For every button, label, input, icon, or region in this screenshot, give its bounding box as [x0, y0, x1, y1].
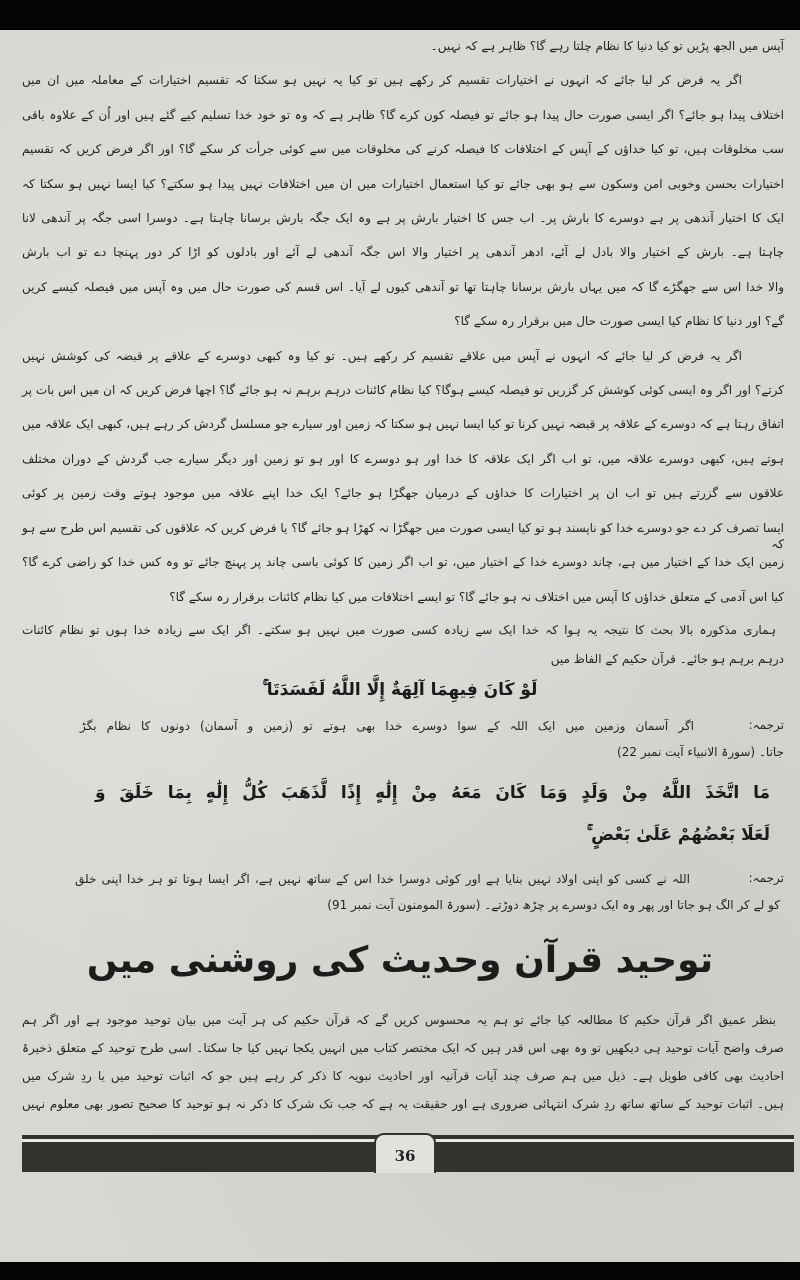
translation-line: کو لے کر الگ ہو جاتا اور پھر وہ ایک دوسرے پر چڑھ دوڑتے۔ (سورۃ المومنون آیت نمبر 91) — [327, 898, 780, 912]
text-line: اگر یہ فرض کر لیا جائے کہ انہوں نے اختیارات تقسیم کر رکھے ہیں تو کیا یہ نہیں ہو سکتا کہ تقسیم اختیارات کے معاملہ میں ان میں — [22, 73, 742, 87]
text-line: ہماری مذکورہ بالا بحث کا نتیجہ یہ ہوا کہ خدا ایک سے زیادہ کسی صورت میں نہیں ہو سکتے۔ اگر ایک سے زیادہ خدا ہوں تو نظام کائنات — [22, 623, 776, 637]
text-line: کیا اس آدمی کے متعلق خداؤں کا آپس میں اختلاف نہ ہو جائے گا؟ تو ایسے اختلافات میں کیا نظام کائنات برقرار رہ سکے گا؟ — [169, 590, 784, 604]
text-line: ہوتے ہیں، کبھی دوسرے علاقہ میں، تو اب اگر ایک علاقہ کا خدا اور ہو دوسرے کا اور ہو تو زمین اور دیگر سیارے جب گردش کے دوران مختلف — [22, 452, 784, 466]
text-line: والا خدا اس سے جھگڑے گا کہ میں یہاں بارش برسانا چاہتا تھا تو آندھی کیوں لے آیا۔ اس قسم کی صورت حال میں وہ آپس میں فیصلہ کیسے کریں — [22, 280, 784, 294]
quran-verse: لَوْ كَانَ فِيهِمَا آلِهَةٌ إِلَّا اللَّهُ لَفَسَدَتَا ۚ — [262, 680, 538, 700]
scanned-book-page[interactable] — [0, 30, 800, 1262]
text-line: اختیارات بحسن وخوبی امن وسکون سے ہو بھی جائے تو کیا استعمال اختیارات میں ان میں اختلافات نہیں پیدا ہو سکتے؟ کیا ایسا نہیں ہو سکتا کہ — [22, 177, 784, 191]
text-line: چاہتا ہے۔ بارش کے اختیار والا بادل لے آئے، ادھر آندھی پر اختیار والا اس جگہ آندھی لے آئے اور بادلوں کو اڑا کر دور پہنچا دے تو اب بارش — [22, 245, 784, 259]
text-line: صرف واضح آیات توحید ہی دیکھیں تو وہ بھی اس قدر ہیں کہ ایک مختصر کتاب میں انہیں یکجا نہیں کیا جا سکتا۔ اسی طرح توحید کے متعلق ذخیرۂ — [22, 1041, 784, 1055]
text-line: اختلاف پیدا ہو جائے؟ اگر ایسی صورت حال پیدا ہو جائے تو فیصلہ کون کرے گا؟ ظاہر ہے کہ وہ تو خود خدا تسلیم کیے گئے ہیں اور اُن کے علاوہ باقی — [22, 108, 784, 122]
quran-verse: مَا اتَّخَذَ اللَّهُ مِنْ وَلَدٍ وَمَا كَانَ مَعَهُ مِنْ إِلَٰهٍ إِذًا لَّذَهَبَ كُلُّ إِلَٰهٍ بِمَا خَلَقَ وَ — [95, 783, 770, 803]
top-bar — [0, 0, 800, 28]
text-line: گے؟ اور دنیا کا نظام کیا ایسی صورت حال میں برقرار رہ سکے گا؟ — [454, 314, 784, 328]
text-line: سب مخلوقات ہیں، تو کیا خداؤں کے آپس کے اختلافات کا فیصلہ کرنے کی مخلوقات میں سے کوئی جرأت کر سکے گا؟ اور اگر فرض کریں کہ تقسیم — [22, 142, 784, 156]
page-footer-ornament — [22, 1133, 794, 1169]
text-line: بنظر عمیق اگر قرآن حکیم کا مطالعہ کیا جائے تو ہم یہ محسوس کریں گے کہ قرآن حکیم کی ہر آیت میں بیان توحید موجود ہے اور اگر ہم — [22, 1013, 776, 1027]
text-line: احادیث بھی کافی طویل ہے۔ ذیل میں ہم صرف چند آیات قرآنیہ اور احادیث نبویہ کا ذکر کر رہے ہیں جو کہ اثبات توحید میں یا ردِ شرک میں — [22, 1069, 784, 1083]
translation-label: ترجمہ: — [748, 718, 784, 732]
text-line: درہم برہم ہو جائے۔ قرآن حکیم کے الفاظ میں — [550, 652, 784, 666]
section-heading: توحید قرآن وحدیث کی روشنی میں — [86, 940, 714, 981]
translation-line: جاتا۔ (سورۃ الانبیاء آیت نمبر 22) — [617, 745, 784, 759]
bottom-bar — [0, 1262, 800, 1280]
translation-line: اللہ نے کسی کو اپنی اولاد نہیں بنایا ہے اور کوئی دوسرا خدا اس کے ساتھ نہیں ہے، اگر ایسا ہوتا تو ہر خدا اپنی خلق — [75, 872, 690, 886]
text-line: ہیں۔ اثبات توحید کے ساتھ ساتھ ردِ شرک انتہائی ضروری ہے اور حقیقت یہ ہے کہ جب تک شرک کا ذکر نہ ہو توحید کا صحیح تصور بھی معلوم نہیں — [22, 1097, 784, 1111]
text-line: کرتے؟ اور اگر وہ ایسی کوئی کوشش کر گزریں تو فیصلہ کیسے ہوگا؟ کیا نظام کائنات درہم برہم نہ ہو جائے گا؟ اچھا فرض کریں کہ ان میں اس بات پر — [22, 383, 784, 397]
translation-line: اگر آسمان وزمین میں ایک اللہ کے سوا دوسرے خدا بھی ہوتے تو (زمین و آسمان) دونوں کا نظام بگڑ — [80, 719, 694, 733]
text-line: علاقوں سے گزرتے ہیں تو اب ان پر اختیارات کا خداؤں کے درمیان جھگڑا ہو جائے؟ ایک خدا اپنے علاقہ میں موجود ہوتے وقت زمین پر کوئی — [22, 486, 784, 500]
text-line: زمین ایک خدا کے اختیار میں ہے، چاند دوسرے خدا کے اختیار میں، تو اب اگر زمین کا کوئی باسی چاند پر پہنچ جائے تو وہ کس خدا کو راضی کرے گا؟ — [22, 555, 784, 569]
text-line: آپس میں الجھ پڑیں تو کیا دنیا کا نظام چلتا رہے گا؟ ظاہر ہے کہ نہیں۔ — [430, 39, 784, 53]
text-line: ایسا تصرف کر دے جو دوسرے خدا کو ناپسند ہو تو کیا ایسی صورت میں جھگڑا نہ کھڑا ہو جائے گا؟ یا فرض کریں کہ علاقوں کی تقسیم اس طرح سے ہو کہ — [22, 521, 784, 551]
text-line: اگر یہ فرض کر لیا جائے کہ انہوں نے آپس میں علاقے تقسیم کر رکھے ہیں۔ تو کیا وہ کبھی دوسرے کے علاقے پر قبضہ کی کوشش نہیں — [22, 349, 742, 363]
text-line: اتفاق رہتا ہے کہ دوسرے کے علاقہ پر قبضہ نہیں کرنا تو کیا ایسا نہیں ہو سکتا کہ زمین اور سیارے جو مسلسل گردش کر رہے ہیں، کبھی ایک علاقہ میں — [22, 417, 784, 431]
text-line: ایک کا اختیار آندھی پر ہے دوسرے کا بارش پر۔ اب جس کا اختیار بارش پر ہے وہ ایک جگہ بارش برسانا چاہتا ہے۔ دوسرا اسی جگہ پر آندھی لانا — [22, 211, 784, 225]
page-number: 36 — [374, 1133, 436, 1173]
quran-verse: لَعَلَا بَعْضُهُمْ عَلَىٰ بَعْضٍ ۚ — [586, 825, 770, 845]
translation-label: ترجمہ: — [748, 871, 784, 885]
